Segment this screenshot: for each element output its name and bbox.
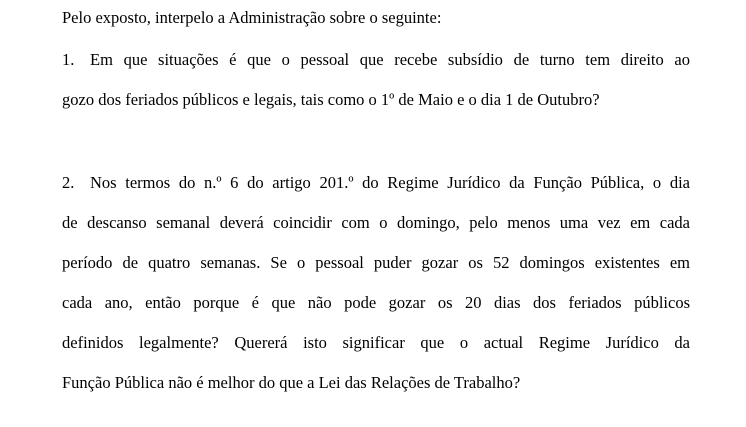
item-2-line-3: período de quatro semanas. Se o pessoal puder gozar os 52 domingos existentes em — [62, 253, 690, 272]
item-2-text-line-1: Nos termos do n.º 6 do artigo 201.º do Regime Jurídico da Função Pública, o dia — [90, 173, 690, 192]
item-2-line-6: Função Pública não é melhor do que a Lei das Relações de Trabalho? — [62, 373, 521, 392]
item-1-line-2: gozo dos feriados públicos e legais, tais como o 1º de Maio e o dia 1 de Outubro? — [62, 90, 600, 109]
item-2-line-1 — [62, 173, 690, 193]
item-1-text-line-1: Em que situações é que o pessoal que recebe subsídio de turno tem direito ao — [90, 50, 690, 69]
item-2-number: 2. — [62, 173, 75, 192]
item-1-number: 1. — [62, 50, 75, 69]
item-1-line-1 — [62, 50, 690, 70]
item-2-line-4: cada ano, então porque é que não pode gozar os 20 dias dos feriados públicos — [62, 293, 690, 312]
intro-paragraph: Pelo exposto, interpelo a Administração sobre o seguinte: — [62, 8, 442, 27]
item-2-line-5: definidos legalmente? Quererá isto significar que o actual Regime Jurídico da — [62, 333, 690, 352]
item-2-line-2: de descanso semanal deverá coincidir com o domingo, pelo menos uma vez em cada — [62, 213, 690, 232]
